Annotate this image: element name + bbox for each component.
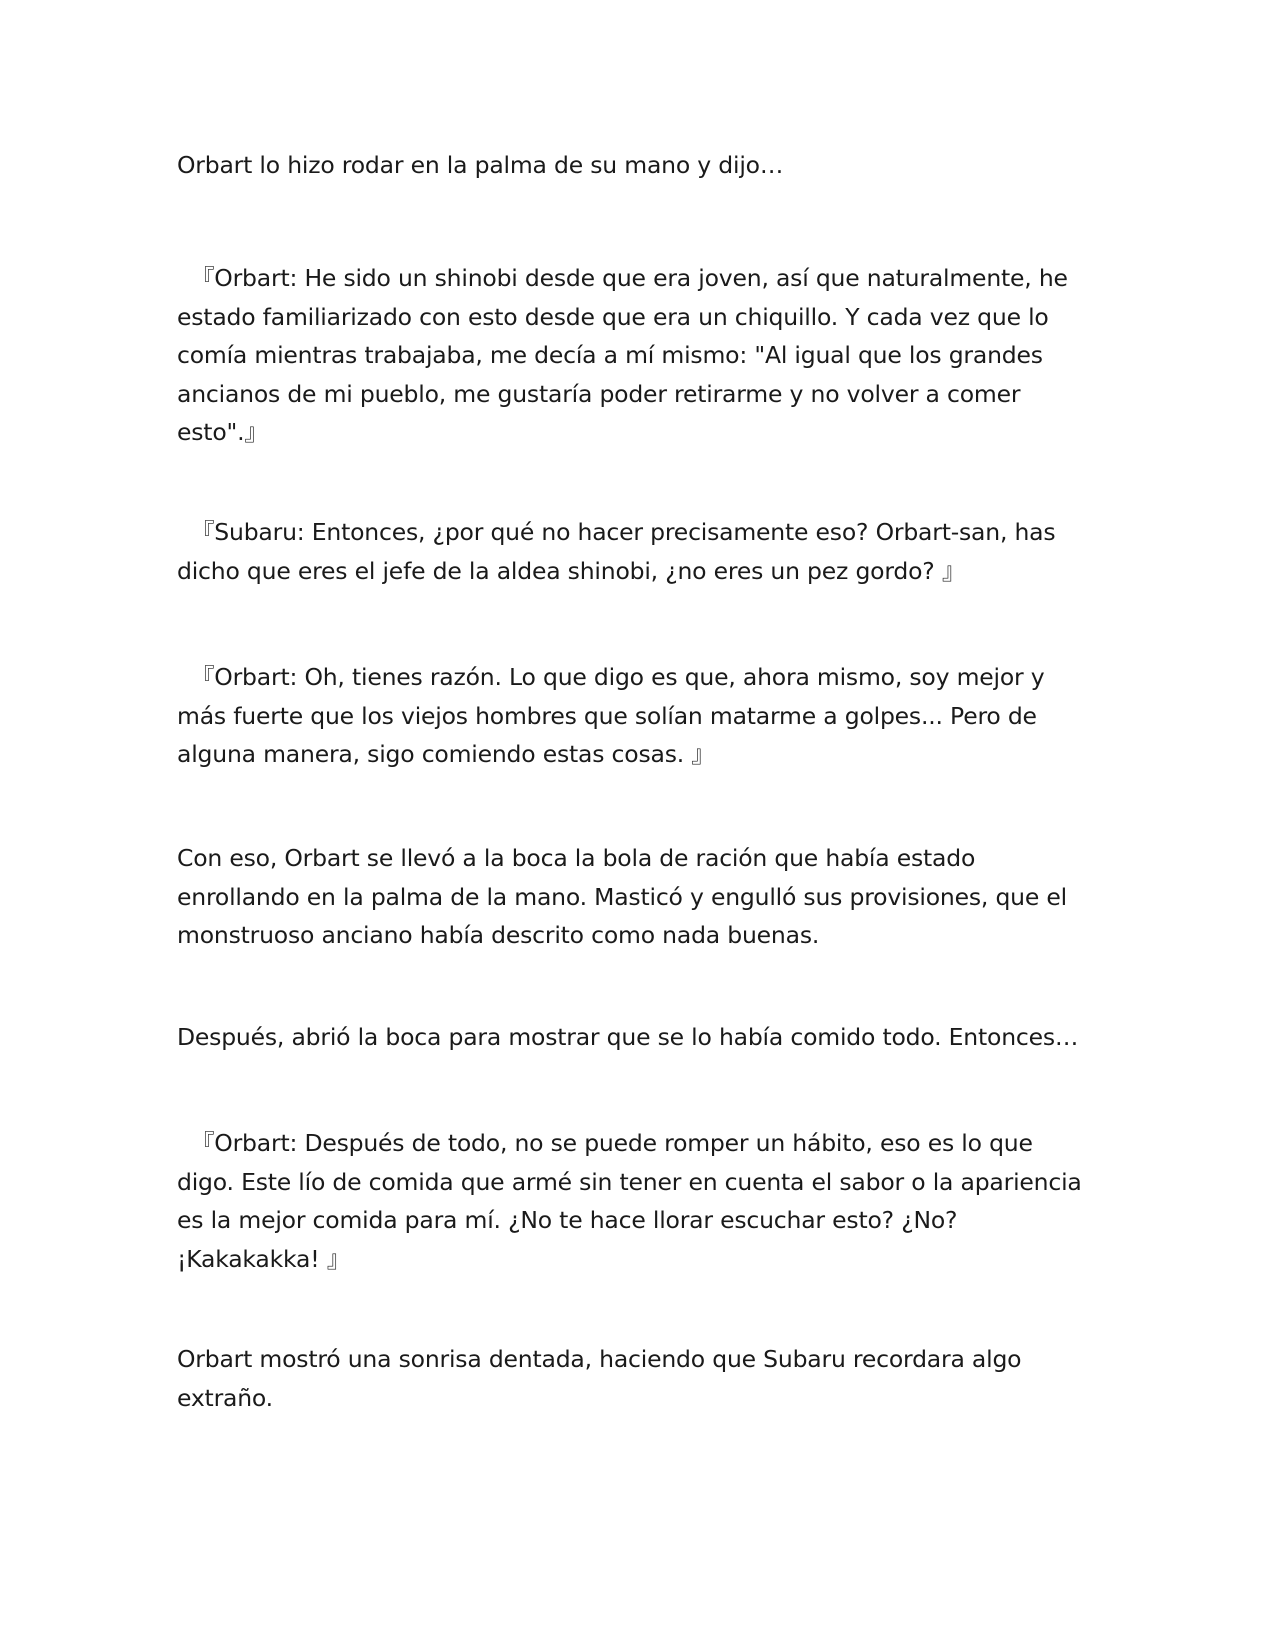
text-line: más fuerte que los viejos hombres que solían matarme a golpes... Pero de	[177, 701, 1037, 730]
text-line: extraño.	[177, 1383, 273, 1412]
text-line: esto".』	[177, 418, 268, 446]
text-line: 『Orbart: Después de todo, no se puede romper un hábito, eso es lo que	[191, 1129, 1033, 1157]
text-line: dicho que eres el jefe de la aldea shinobi, ¿no eres un pez gordo? 』	[177, 556, 966, 585]
text-line: Después, abrió la boca para mostrar que se lo había comido todo. Entonces…	[177, 1023, 1079, 1051]
text-line: alguna manera, sigo comiendo estas cosas. 』	[177, 740, 715, 768]
text-line: enrollando en la palma de la mano. Masticó y engulló sus provisiones, que el	[177, 882, 1067, 911]
narration-paragraph	[177, 1018, 1107, 1057]
text-line: ancianos de mi pueblo, me gustaría poder retirarme y no volver a comer	[177, 379, 1021, 408]
dialogue-paragraph-orbart	[177, 658, 1107, 774]
text-line: 『Subaru: Entonces, ¿por qué no hacer precisamente eso? Orbart-san, has	[191, 518, 1056, 546]
text-line: monstruoso anciano había descrito como nada buenas.	[177, 921, 820, 949]
text-line: Orbart lo hizo rodar en la palma de su mano y dijo…	[177, 151, 784, 179]
text-line: ¡Kakakakka! 』	[177, 1244, 351, 1273]
text-line: comía mientras trabajaba, me decía a mí mismo: "Al igual que los grandes	[177, 341, 1043, 369]
text-line: es la mejor comida para mí. ¿No te hace llorar escuchar esto? ¿No?	[177, 1206, 958, 1234]
dialogue-paragraph-subaru	[177, 513, 1107, 590]
dialogue-paragraph-orbart	[177, 259, 1107, 452]
narration-paragraph	[177, 146, 1107, 185]
text-line: 『Orbart: He sido un shinobi desde que era joven, así que naturalmente, he	[191, 264, 1068, 292]
narration-paragraph	[177, 839, 1107, 955]
narration-paragraph	[177, 1340, 1107, 1417]
dialogue-paragraph-orbart	[177, 1124, 1107, 1278]
text-line: digo. Este lío de comida que armé sin tener en cuenta el sabor o la apariencia	[177, 1167, 1082, 1196]
text-line: estado familiarizado con esto desde que era un chiquillo. Y cada vez que lo	[177, 302, 1049, 331]
text-line: 『Orbart: Oh, tienes razón. Lo que digo es que, ahora mismo, soy mejor y	[191, 663, 1045, 691]
text-line: Orbart mostró una sonrisa dentada, haciendo que Subaru recordara algo	[177, 1345, 1022, 1373]
text-line: Con eso, Orbart se llevó a la boca la bola de ración que había estado	[177, 844, 976, 872]
